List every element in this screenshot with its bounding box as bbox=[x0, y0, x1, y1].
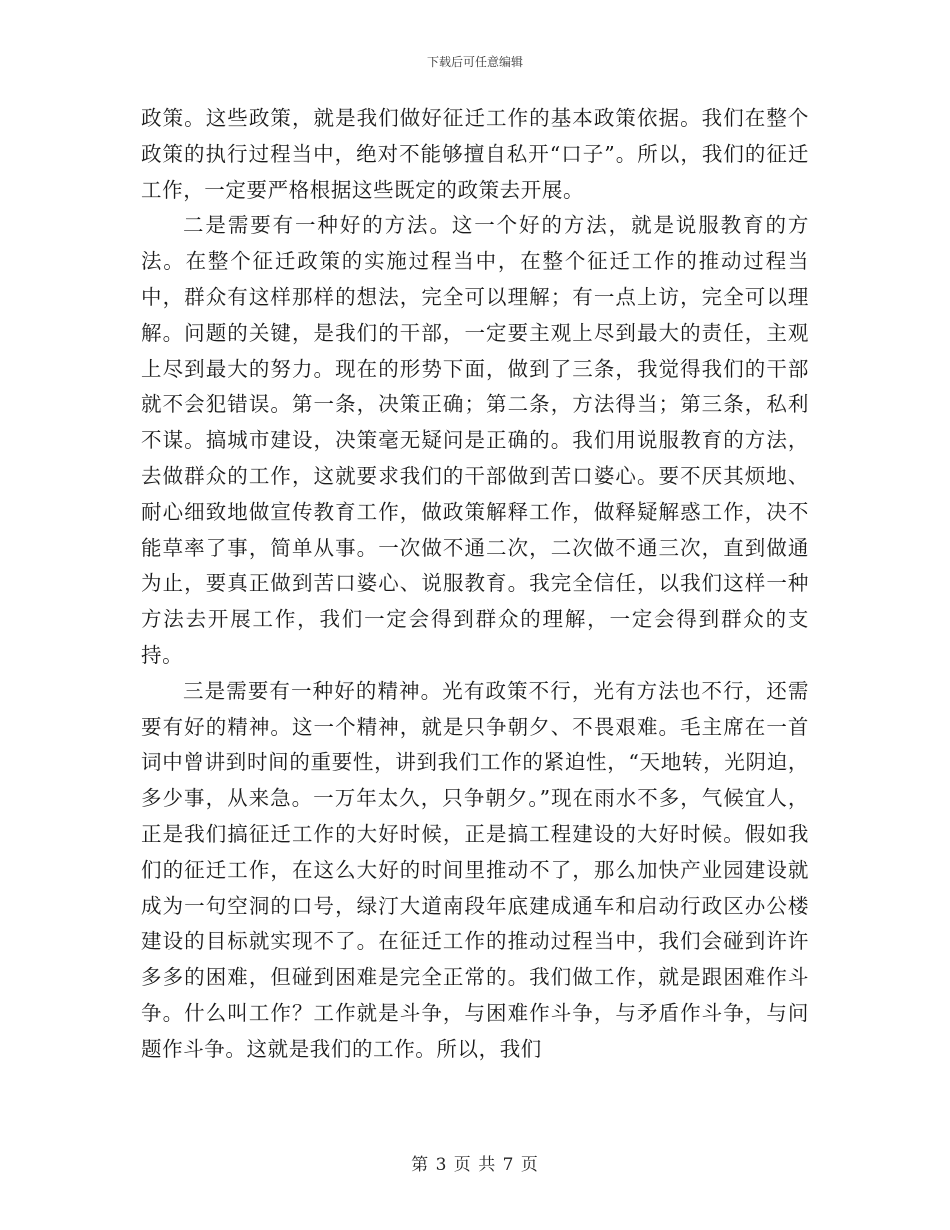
paragraph-continuation: 政策。这些政策，就是我们做好征迁工作的基本政策依据。我们在整个政策的执行过程当中，绝对不能够擅自私开“口子”。所以，我们的征迁工作，一定要严格根据这些既定的政策去开展。 bbox=[141, 106, 809, 202]
page-header: 下载后可任意编辑 bbox=[426, 55, 523, 69]
paragraph-spirit: 三是需要有一种好的精神。光有政策不行，光有方法也不行，还需要有好的精神。这一个精神，就是只争朝夕、不畏艰难。毛主席在一首词中曾讲到时间的重要性，讲到我们工作的紧迫性，“天地转，光阴迫，多少事，从来急。一万年太久，只争朝夕。”现在雨水不多，气候宜人，正是我们搞征迁工作的大好时候，正是搞工程建设的大好时候。假如我们的征迁工作，在这么大好的时间里推动不了，那么加快产业园建设就成为一句空洞的口号，绿汀大道南段年底建成通车和启动行政区办公楼建设的目标就实现不了。在征迁工作的推动过程当中，我们会碰到许许多多的困难，但碰到困难是完全正常的。我们做工作，就是跟困难作斗争。什么叫工作？工作就是斗争，与困难作斗争，与矛盾作斗争，与问题作斗争。这就是我们的工作。所以，我们 bbox=[141, 678, 809, 1061]
document-body bbox=[141, 101, 809, 1068]
paragraph-method: 二是需要有一种好的方法。这一个好的方法，就是说服教育的方法。在整个征迁政策的实施过程当中，在整个征迁工作的推动过程当中，群众有这样那样的想法，完全可以理解；有一点上访，完全可以理解。问题的关键，是我们的干部，一定要主观上尽到最大的责任，主观上尽到最大的努力。现在的形势下面，做到了三条，我觉得我们的干部就不会犯错误。第一条，决策正确；第二条，方法得当；第三条，私利不谋。搞城市建设，决策毫无疑问是正确的。我们用说服教育的方法，去做群众的工作，这就要求我们的干部做到苦口婆心。要不厌其烦地、耐心细致地做宣传教育工作，做政策解释工作，做释疑解惑工作，决不能草率了事，简单从事。一次做不通二次，二次做不通三次，直到做通为止，要真正做到苦口婆心、说服教育。我完全信任，以我们这样一种方法去开展工作，我们一定会得到群众的理解，一定会得到群众的支持。 bbox=[141, 213, 809, 667]
page-number: 第 3 页 共 7 页 bbox=[411, 1155, 539, 1175]
